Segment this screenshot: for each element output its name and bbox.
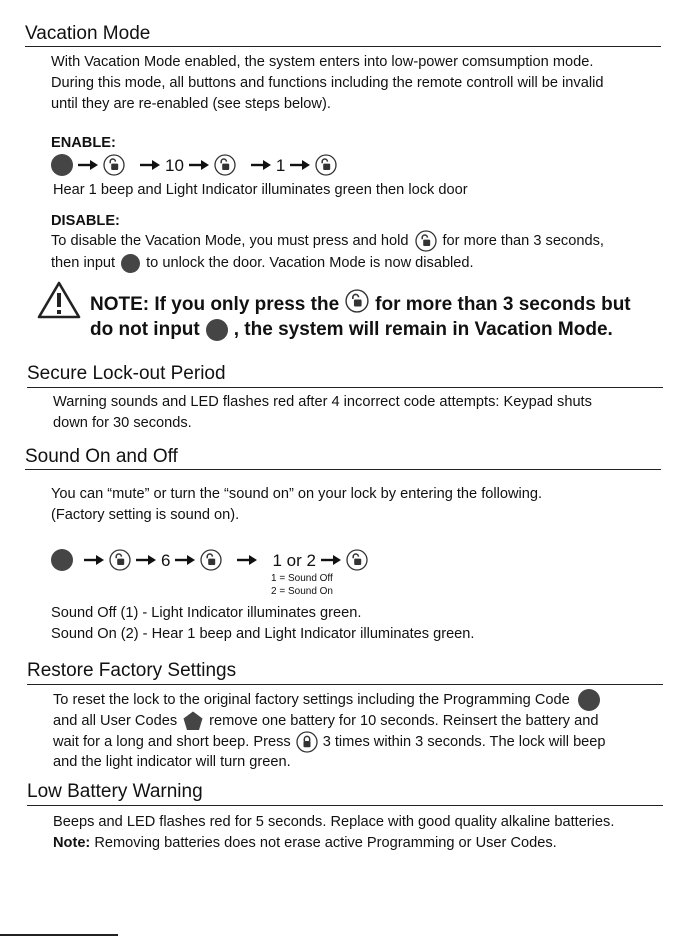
note-line-1 <box>90 292 631 318</box>
restore-text: wait for a long and short beep. Press <box>53 733 291 750</box>
note-text: for more than 3 seconds but <box>375 294 631 315</box>
arrow-right-icon <box>188 159 210 171</box>
vacation-intro-line-3: until they are re-enabled (see steps below). <box>51 96 331 112</box>
section-divider <box>27 805 663 806</box>
battery-note-label: Note: <box>53 835 91 851</box>
disable-label: DISABLE: <box>51 213 120 229</box>
arrow-right-icon <box>174 554 196 566</box>
section-title-lockout: Secure Lock-out Period <box>27 363 226 384</box>
vacation-intro-line-1: With Vacation Mode enabled, the system enters into low-power comsumption mode. <box>51 54 594 70</box>
lockout-line-2: down for 30 seconds. <box>53 415 192 431</box>
enable-label: ENABLE: <box>51 135 116 151</box>
note-line-2 <box>90 317 613 343</box>
page-bottom-rule <box>0 934 118 936</box>
unlock-key-icon <box>346 549 368 571</box>
section-divider <box>27 387 663 388</box>
sound-result-1: Sound Off (1) - Light Indicator illuminates green. <box>51 605 362 621</box>
disable-text: for more than 3 seconds, <box>442 232 604 249</box>
sound-legend-2: 2 = Sound On <box>271 586 333 597</box>
arrow-right-icon <box>320 554 342 566</box>
arrow-right-icon <box>289 159 311 171</box>
disable-line-2 <box>51 252 474 274</box>
user-key-icon <box>182 710 204 732</box>
enable-result: Hear 1 beep and Light Indicator illuminates green then lock door <box>53 182 468 198</box>
section-divider <box>25 46 661 47</box>
unlock-key-icon <box>345 289 369 313</box>
restore-line-3 <box>53 731 606 753</box>
section-title-vacation-mode: Vacation Mode <box>25 23 151 44</box>
restore-line-4: and the light indicator will turn green. <box>53 754 291 770</box>
enable-sequence-number-2: 1 <box>275 155 286 175</box>
enable-sequence <box>51 153 337 177</box>
program-button-icon <box>51 549 73 571</box>
restore-line-2 <box>53 710 599 732</box>
sound-intro-line-1: You can “mute” or turn the “sound on” on your lock by entering the following. <box>51 486 543 502</box>
program-button-icon <box>51 154 73 176</box>
note-text: NOTE: If you only press the <box>90 294 340 315</box>
disable-text: then input <box>51 254 116 271</box>
arrow-right-icon <box>236 554 258 566</box>
battery-line-1: Beeps and LED flashes red for 5 seconds. Replace with good quality alkaline batteries. <box>53 814 615 830</box>
restore-text: remove one battery for 10 seconds. Reinsert the battery and <box>209 712 599 729</box>
lockout-line-1: Warning sounds and LED flashes red after 4 incorrect code attempts: Keypad shuts <box>53 394 592 410</box>
unlock-key-icon <box>109 549 131 571</box>
restore-text: and all User Codes <box>53 712 178 729</box>
restore-line-1 <box>53 689 600 711</box>
arrow-right-icon <box>139 159 161 171</box>
disable-text: To disable the Vacation Mode, you must press and hold <box>51 232 409 249</box>
sound-sequence <box>51 548 368 572</box>
sound-intro-line-2: (Factory setting is sound on). <box>51 507 240 523</box>
restore-text: To reset the lock to the original factory settings including the Programming Code <box>53 691 570 708</box>
lock-key-icon <box>296 731 318 753</box>
sound-sequence-number-1: 6 <box>161 550 171 570</box>
program-button-icon <box>578 689 600 711</box>
note-text: , the system will remain in Vacation Mode. <box>233 319 613 340</box>
arrow-right-icon <box>83 554 105 566</box>
sound-legend-1: 1 = Sound Off <box>271 573 333 584</box>
program-button-icon <box>206 319 228 341</box>
disable-text: to unlock the door. Vacation Mode is now disabled. <box>146 254 474 271</box>
disable-line-1 <box>51 230 604 252</box>
section-title-restore: Restore Factory Settings <box>27 660 237 681</box>
arrow-right-icon <box>250 159 272 171</box>
program-button-icon <box>121 254 140 273</box>
sound-result-2: Sound On (2) - Hear 1 beep and Light Indicator illuminates green. <box>51 626 475 642</box>
vacation-intro-line-2: During this mode, all buttons and functions including the remote controll will be invalid <box>51 75 604 91</box>
enable-sequence-number-1: 10 <box>165 155 184 175</box>
section-divider <box>27 684 663 685</box>
unlock-key-icon <box>315 154 337 176</box>
restore-text: 3 times within 3 seconds. The lock will beep <box>322 733 606 750</box>
unlock-key-icon <box>415 230 437 252</box>
unlock-key-icon <box>214 154 236 176</box>
battery-note-text: Removing batteries does not erase active Programming or User Codes. <box>90 835 557 851</box>
unlock-key-icon <box>200 549 222 571</box>
note-text: do not input <box>90 319 200 340</box>
section-title-battery: Low Battery Warning <box>27 781 203 802</box>
unlock-key-icon <box>103 154 125 176</box>
section-title-sound: Sound On and Off <box>25 446 178 467</box>
warning-icon <box>37 281 81 319</box>
section-divider <box>25 469 661 470</box>
arrow-right-icon <box>77 159 99 171</box>
arrow-right-icon <box>135 554 157 566</box>
sound-sequence-number-2: 1 or 2 <box>272 550 316 570</box>
battery-note <box>53 833 557 854</box>
